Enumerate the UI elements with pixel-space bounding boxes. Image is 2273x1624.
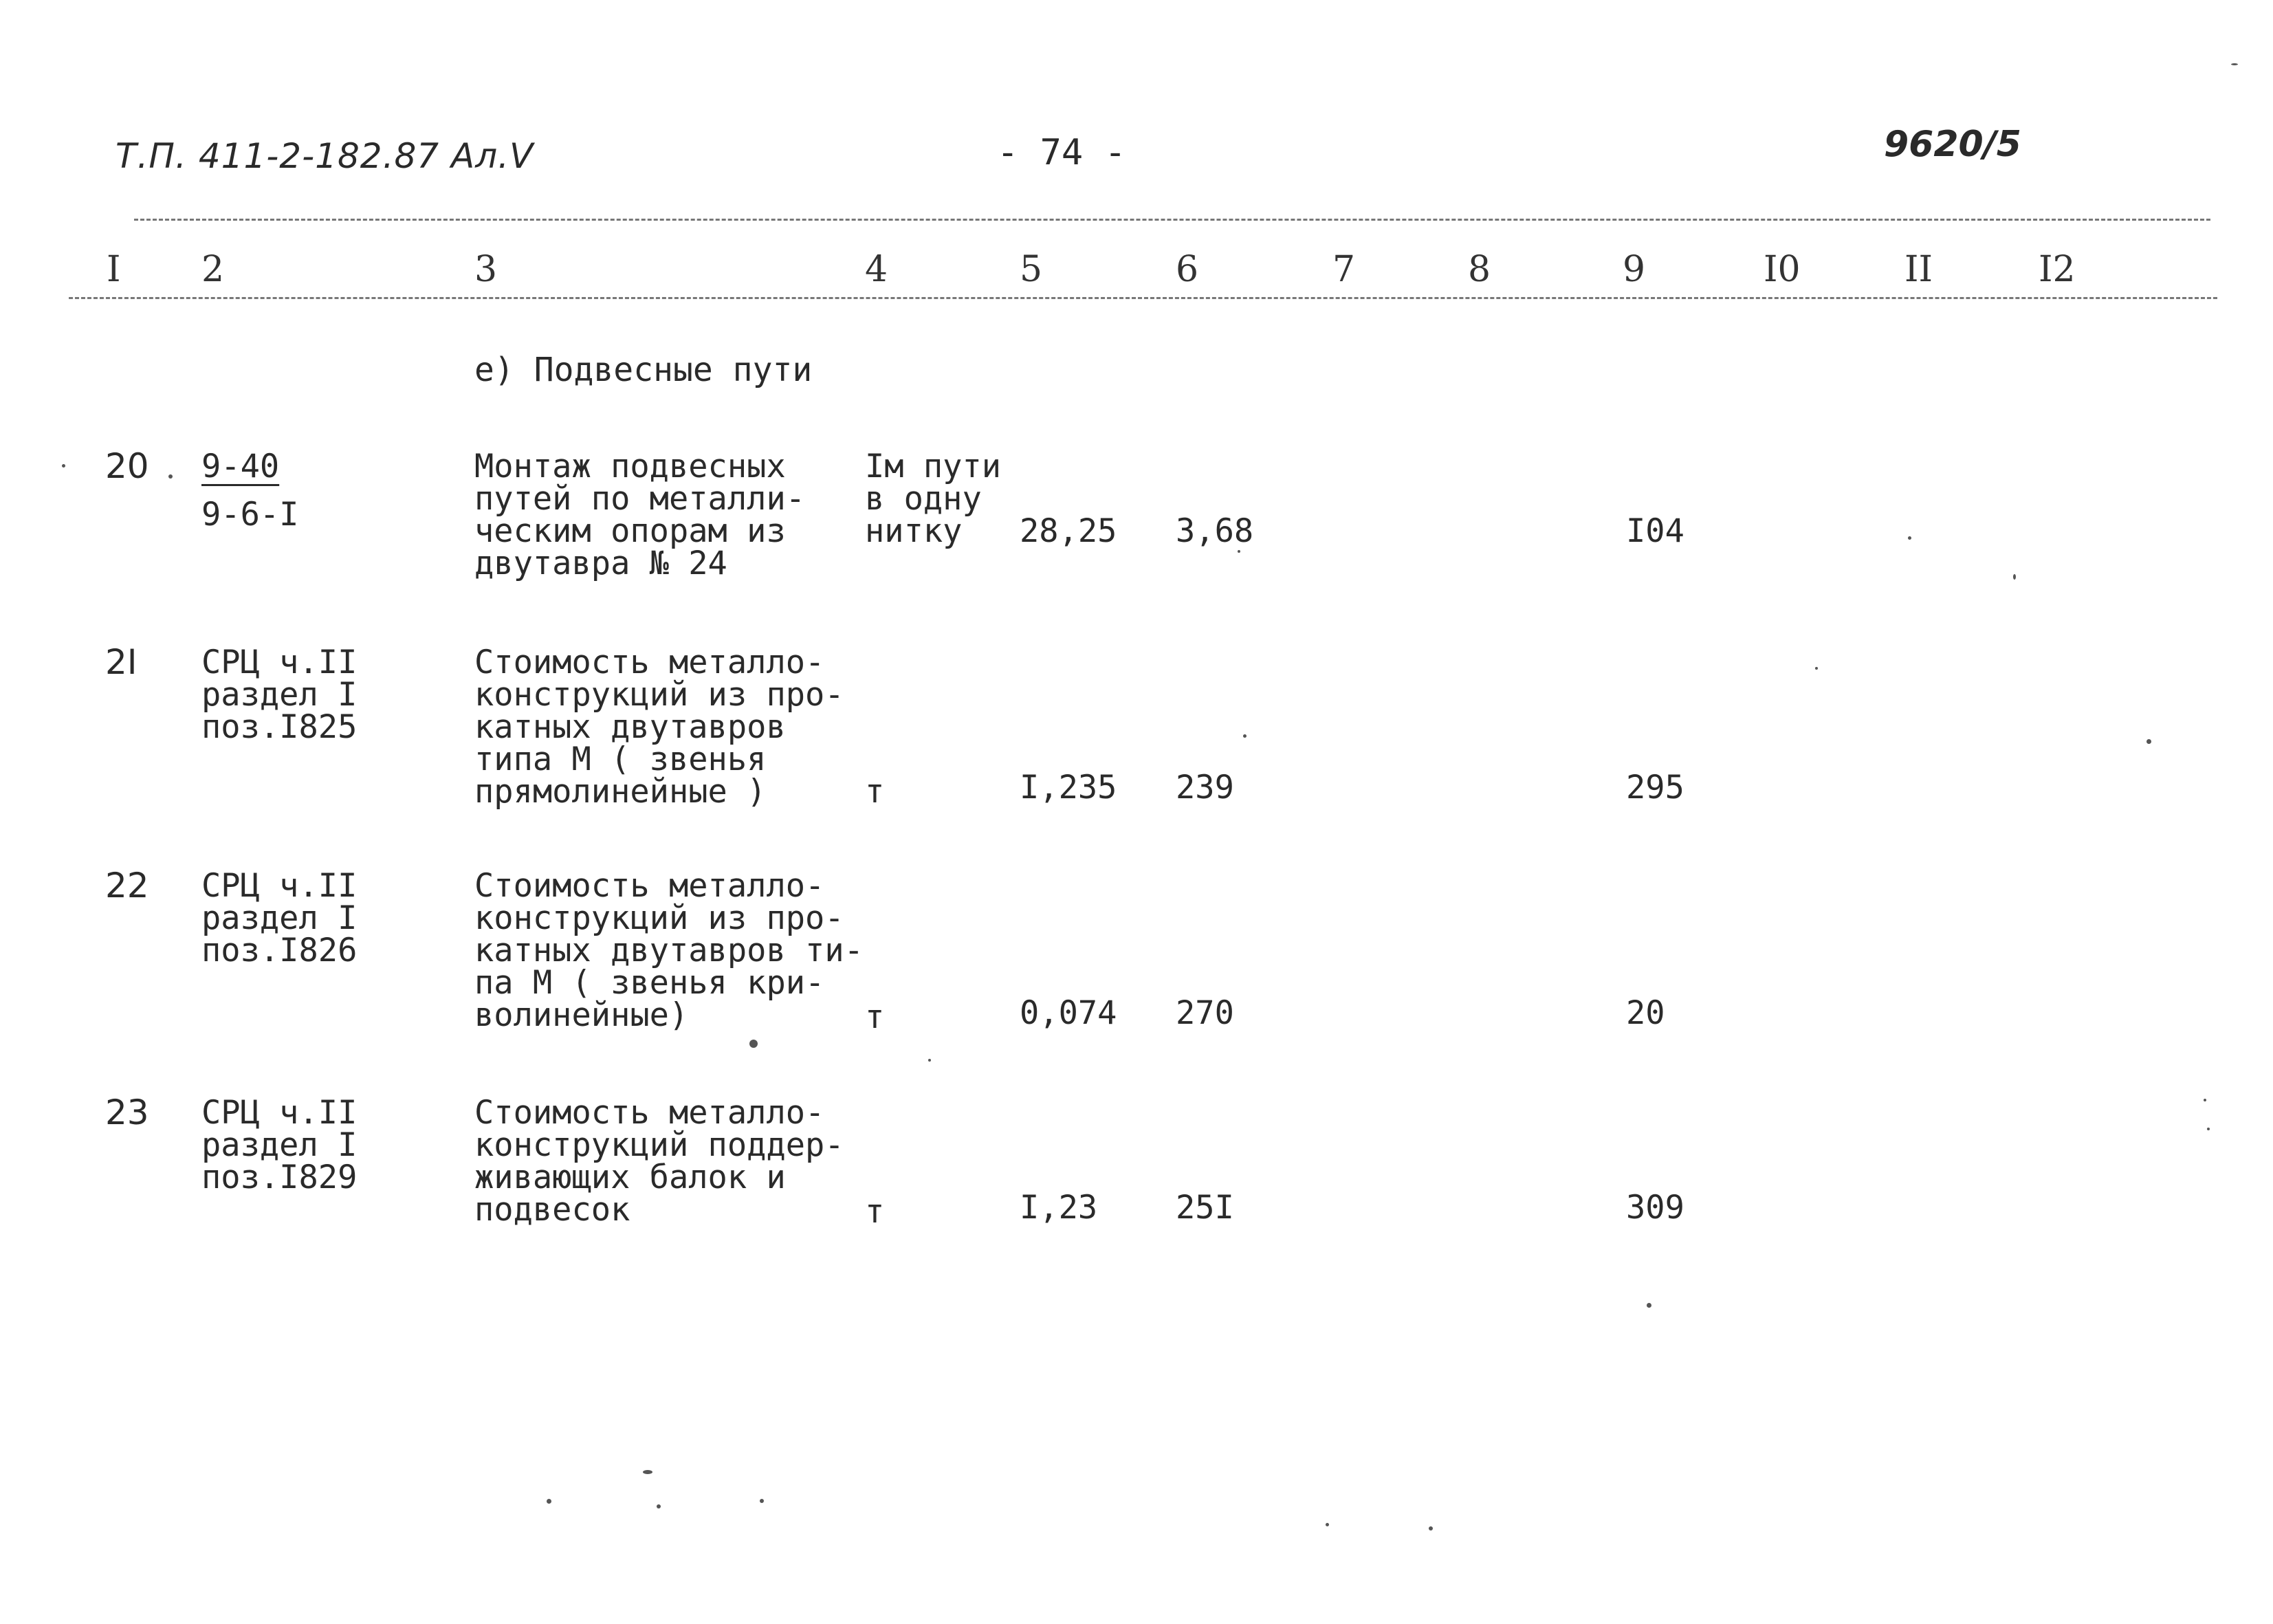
row-21-col6: 239	[1176, 769, 1234, 806]
row-21-description: Стоимость металло- конструкций из про- катных двутавров типа М ( звенья прямолинейные )	[474, 644, 844, 811]
row-23-ref-2: раздел I	[201, 1126, 358, 1164]
row-23-col6: 25I	[1176, 1189, 1234, 1227]
row-23-number: 23	[105, 1093, 149, 1132]
column-header-1: I	[107, 249, 121, 290]
row-20-unit: Iм пути в одну нитку	[865, 448, 1002, 550]
scan-speck	[928, 1059, 931, 1062]
scan-speck	[657, 1504, 661, 1508]
scan-speck	[643, 1470, 652, 1474]
column-header-10: I0	[1764, 249, 1801, 290]
sheet-number: 9620/5	[1884, 124, 2021, 165]
scan-speck	[749, 1040, 758, 1048]
scan-speck	[1429, 1526, 1433, 1530]
scan-speck	[1238, 550, 1240, 553]
header-rule-top	[134, 219, 2210, 221]
row-21-unit: т	[865, 773, 885, 811]
row-23-col9: 309	[1626, 1189, 1684, 1227]
column-header-6: 6	[1176, 249, 1199, 290]
column-header-4: 4	[865, 249, 888, 290]
row-21-number: 2I	[105, 642, 138, 682]
row-20-number: 20	[105, 446, 149, 486]
scan-speck	[760, 1499, 764, 1503]
scan-speck	[1647, 1303, 1651, 1308]
row-21-col5: I,235	[1020, 769, 1117, 806]
scan-speck	[168, 474, 173, 479]
scan-speck	[1243, 734, 1247, 738]
scan-speck	[62, 464, 65, 468]
row-21-col9: 295	[1626, 769, 1684, 806]
row-23-col5: I,23	[1020, 1189, 1098, 1227]
column-header-5: 5	[1020, 249, 1043, 290]
column-header-12: I2	[2039, 249, 2076, 290]
row-23-unit: т	[865, 1193, 885, 1231]
section-title: е) Подвесные пути	[474, 351, 813, 389]
row-21-ref-3: поз.I825	[201, 708, 358, 746]
scan-speck	[2204, 1099, 2206, 1101]
scan-speck	[1908, 536, 1911, 540]
row-21-ref-2: раздел I	[201, 676, 358, 714]
scan-speck	[1326, 1523, 1329, 1526]
column-header-11: II	[1904, 249, 1933, 290]
scan-speck	[2207, 1128, 2210, 1130]
column-header-3: 3	[474, 249, 498, 290]
row-23-ref-3: поз.I829	[201, 1159, 358, 1196]
row-21-ref-1: СРЦ ч.II	[201, 644, 358, 681]
row-22-ref-3: поз.I826	[201, 932, 358, 969]
scan-speck	[2146, 739, 2151, 744]
row-22-col6: 270	[1176, 994, 1234, 1032]
column-header-8: 8	[1468, 249, 1491, 290]
page-number: - 74 -	[997, 132, 1126, 173]
row-23-description: Стоимость металло- конструкций поддер- живающих балок и подвесок	[474, 1094, 844, 1229]
column-header-2: 2	[201, 249, 225, 290]
scan-speck	[2231, 63, 2238, 65]
row-22-description: Стоимость металло- конструкций из про- катных двутавров ти- па М ( звенья кри- волинейные)	[474, 867, 864, 1034]
row-20-col6: 3,68	[1176, 512, 1254, 550]
scan-speck	[2013, 574, 2016, 580]
scan-speck	[547, 1499, 551, 1504]
column-header-9: 9	[1623, 249, 1646, 290]
column-header-7: 7	[1332, 249, 1356, 290]
row-20-ref-primary: 9-40	[201, 448, 280, 485]
row-22-ref-2: раздел I	[201, 899, 358, 937]
row-22-col5: 0,074	[1020, 994, 1117, 1032]
row-23-ref-1: СРЦ ч.II	[201, 1094, 358, 1132]
row-20-col5: 28,25	[1020, 512, 1117, 550]
row-20-description: Монтаж подвесных путей по металли- ческим опорам из двутавра № 24	[474, 448, 806, 582]
row-20-ref-secondary: 9-6-I	[201, 496, 299, 534]
document-code: Т.П. 411-2-182.87 Ал.V	[116, 136, 534, 176]
row-22-number: 22	[105, 866, 149, 906]
row-22-ref-1: СРЦ ч.II	[201, 867, 358, 905]
scan-speck	[1815, 667, 1818, 670]
header-rule-bottom	[69, 297, 2217, 299]
row-20-col9: I04	[1626, 512, 1684, 550]
row-22-unit: т	[865, 998, 885, 1036]
row-22-col9: 20	[1626, 994, 1665, 1032]
